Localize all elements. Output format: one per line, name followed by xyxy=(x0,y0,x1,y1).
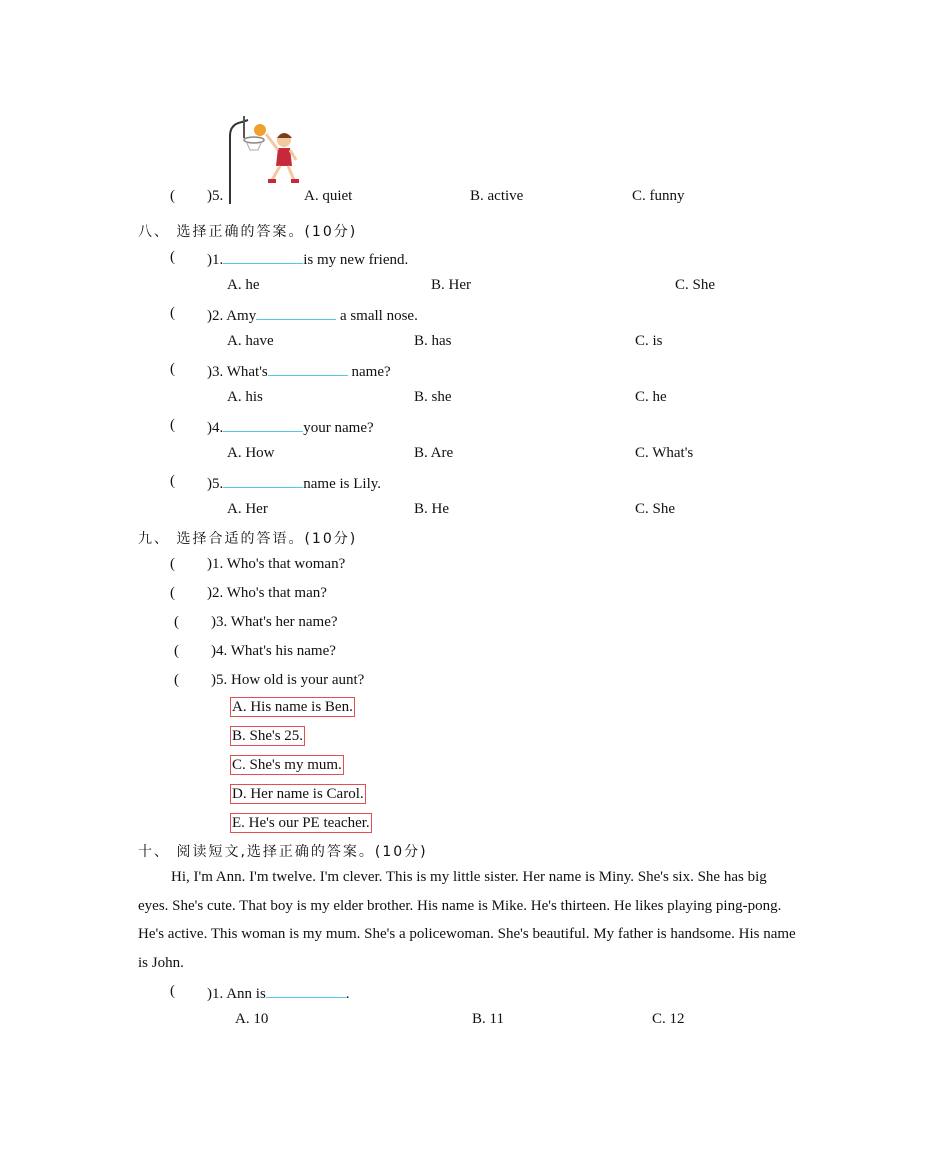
question-text: )4. What's his name? xyxy=(211,643,336,659)
question-row xyxy=(207,417,374,437)
answer-paren[interactable]: ( xyxy=(170,585,175,601)
basketball-player-icon xyxy=(226,114,306,206)
question-text: )2. Who's that man? xyxy=(207,585,327,601)
question-text: Amy xyxy=(226,308,257,324)
answer-paren[interactable]: ( xyxy=(170,417,175,433)
question-row xyxy=(207,983,350,1003)
option-b: B. has xyxy=(414,333,452,349)
option-a: A. Her xyxy=(227,501,268,517)
section-8-heading: 八、 选择正确的答案。(10分) xyxy=(138,224,358,240)
answer-paren[interactable]: ( xyxy=(174,614,179,630)
question-text: )5. How old is your aunt? xyxy=(211,672,365,688)
blank-line[interactable] xyxy=(223,473,303,488)
blank-line[interactable] xyxy=(268,361,348,376)
option-c: C. funny xyxy=(632,188,685,204)
answer-paren[interactable]: ( xyxy=(174,672,179,688)
option-c: C. he xyxy=(635,389,667,405)
answer-option-b: B. She's 25. xyxy=(232,728,304,744)
question-text: Ann is xyxy=(226,986,266,1002)
section-9-heading: 九、 选择合适的答语。(10分) xyxy=(138,531,358,547)
option-c: C. 12 xyxy=(652,1011,685,1027)
question-text: a small nose. xyxy=(339,308,418,324)
question-row xyxy=(207,473,381,493)
option-a: A. quiet xyxy=(304,188,353,204)
blank-line[interactable] xyxy=(256,305,336,320)
option-b: B. 11 xyxy=(472,1011,504,1027)
option-b: B. Her xyxy=(431,277,471,293)
question-text: name? xyxy=(351,364,391,380)
answer-paren[interactable]: ( xyxy=(170,556,175,572)
blank-line[interactable] xyxy=(223,249,303,264)
option-c: C. is xyxy=(635,333,663,349)
answer-paren[interactable]: ( xyxy=(170,249,175,265)
item-number: )5. xyxy=(207,188,224,204)
option-b: B. Are xyxy=(414,445,454,461)
option-c: C. What's xyxy=(635,445,694,461)
question-text: name is Lily. xyxy=(303,476,382,492)
answer-option-e: E. He's our PE teacher. xyxy=(232,815,370,831)
item-number: )3. xyxy=(207,364,224,380)
answer-option-a: A. His name is Ben. xyxy=(232,699,353,715)
option-a: A. 10 xyxy=(235,1011,269,1027)
answer-paren[interactable]: ( xyxy=(174,643,179,659)
answer-option-d: D. Her name is Carol. xyxy=(232,786,364,802)
answer-paren[interactable]: ( xyxy=(170,361,175,377)
option-a: A. have xyxy=(227,333,274,349)
item-number: )1. xyxy=(207,252,224,268)
option-c: C. She xyxy=(675,277,716,293)
option-a: A. How xyxy=(227,445,275,461)
question-row xyxy=(207,249,408,269)
option-a: A. his xyxy=(227,389,263,405)
answer-paren[interactable]: ( xyxy=(170,473,175,489)
option-b: B. she xyxy=(414,389,452,405)
section-10-heading: 十、 阅读短文,选择正确的答案。(10分) xyxy=(138,844,428,860)
question-text: is my new friend. xyxy=(303,252,409,268)
item-number: )2. xyxy=(207,308,224,324)
answer-option-c: C. She's my mum. xyxy=(232,757,342,773)
option-b: B. active xyxy=(470,188,524,204)
answer-paren[interactable]: ( xyxy=(170,983,175,999)
question-text: What's xyxy=(226,364,268,380)
question-text: )3. What's her name? xyxy=(211,614,338,630)
item-number: )5. xyxy=(207,476,224,492)
answer-paren[interactable]: ( xyxy=(170,188,175,204)
item-number: )1. xyxy=(207,986,224,1002)
question-row xyxy=(207,305,418,325)
blank-line[interactable] xyxy=(223,417,303,432)
blank-line[interactable] xyxy=(266,983,346,998)
reading-passage: Hi, I'm Ann. I'm twelve. I'm clever. This is my little sister. Her name is Miny. She's six. She has big eyes. She's cute. That boy is my elder brother. His name is Mike. He's thirteen. He likes playing ping-pong. He's active. This woman is my mum. She's a policewoman. She's beautiful. My father is handsome. His name is John. xyxy=(138,869,796,972)
question-text: )1. Who's that woman? xyxy=(207,556,346,572)
question-text: . xyxy=(345,986,350,1002)
option-a: A. he xyxy=(227,277,260,293)
answer-paren[interactable]: ( xyxy=(170,305,175,321)
option-b: B. He xyxy=(414,501,449,517)
question-row xyxy=(207,361,391,381)
option-c: C. She xyxy=(635,501,676,517)
question-text: your name? xyxy=(303,420,374,436)
item-number: )4. xyxy=(207,420,224,436)
